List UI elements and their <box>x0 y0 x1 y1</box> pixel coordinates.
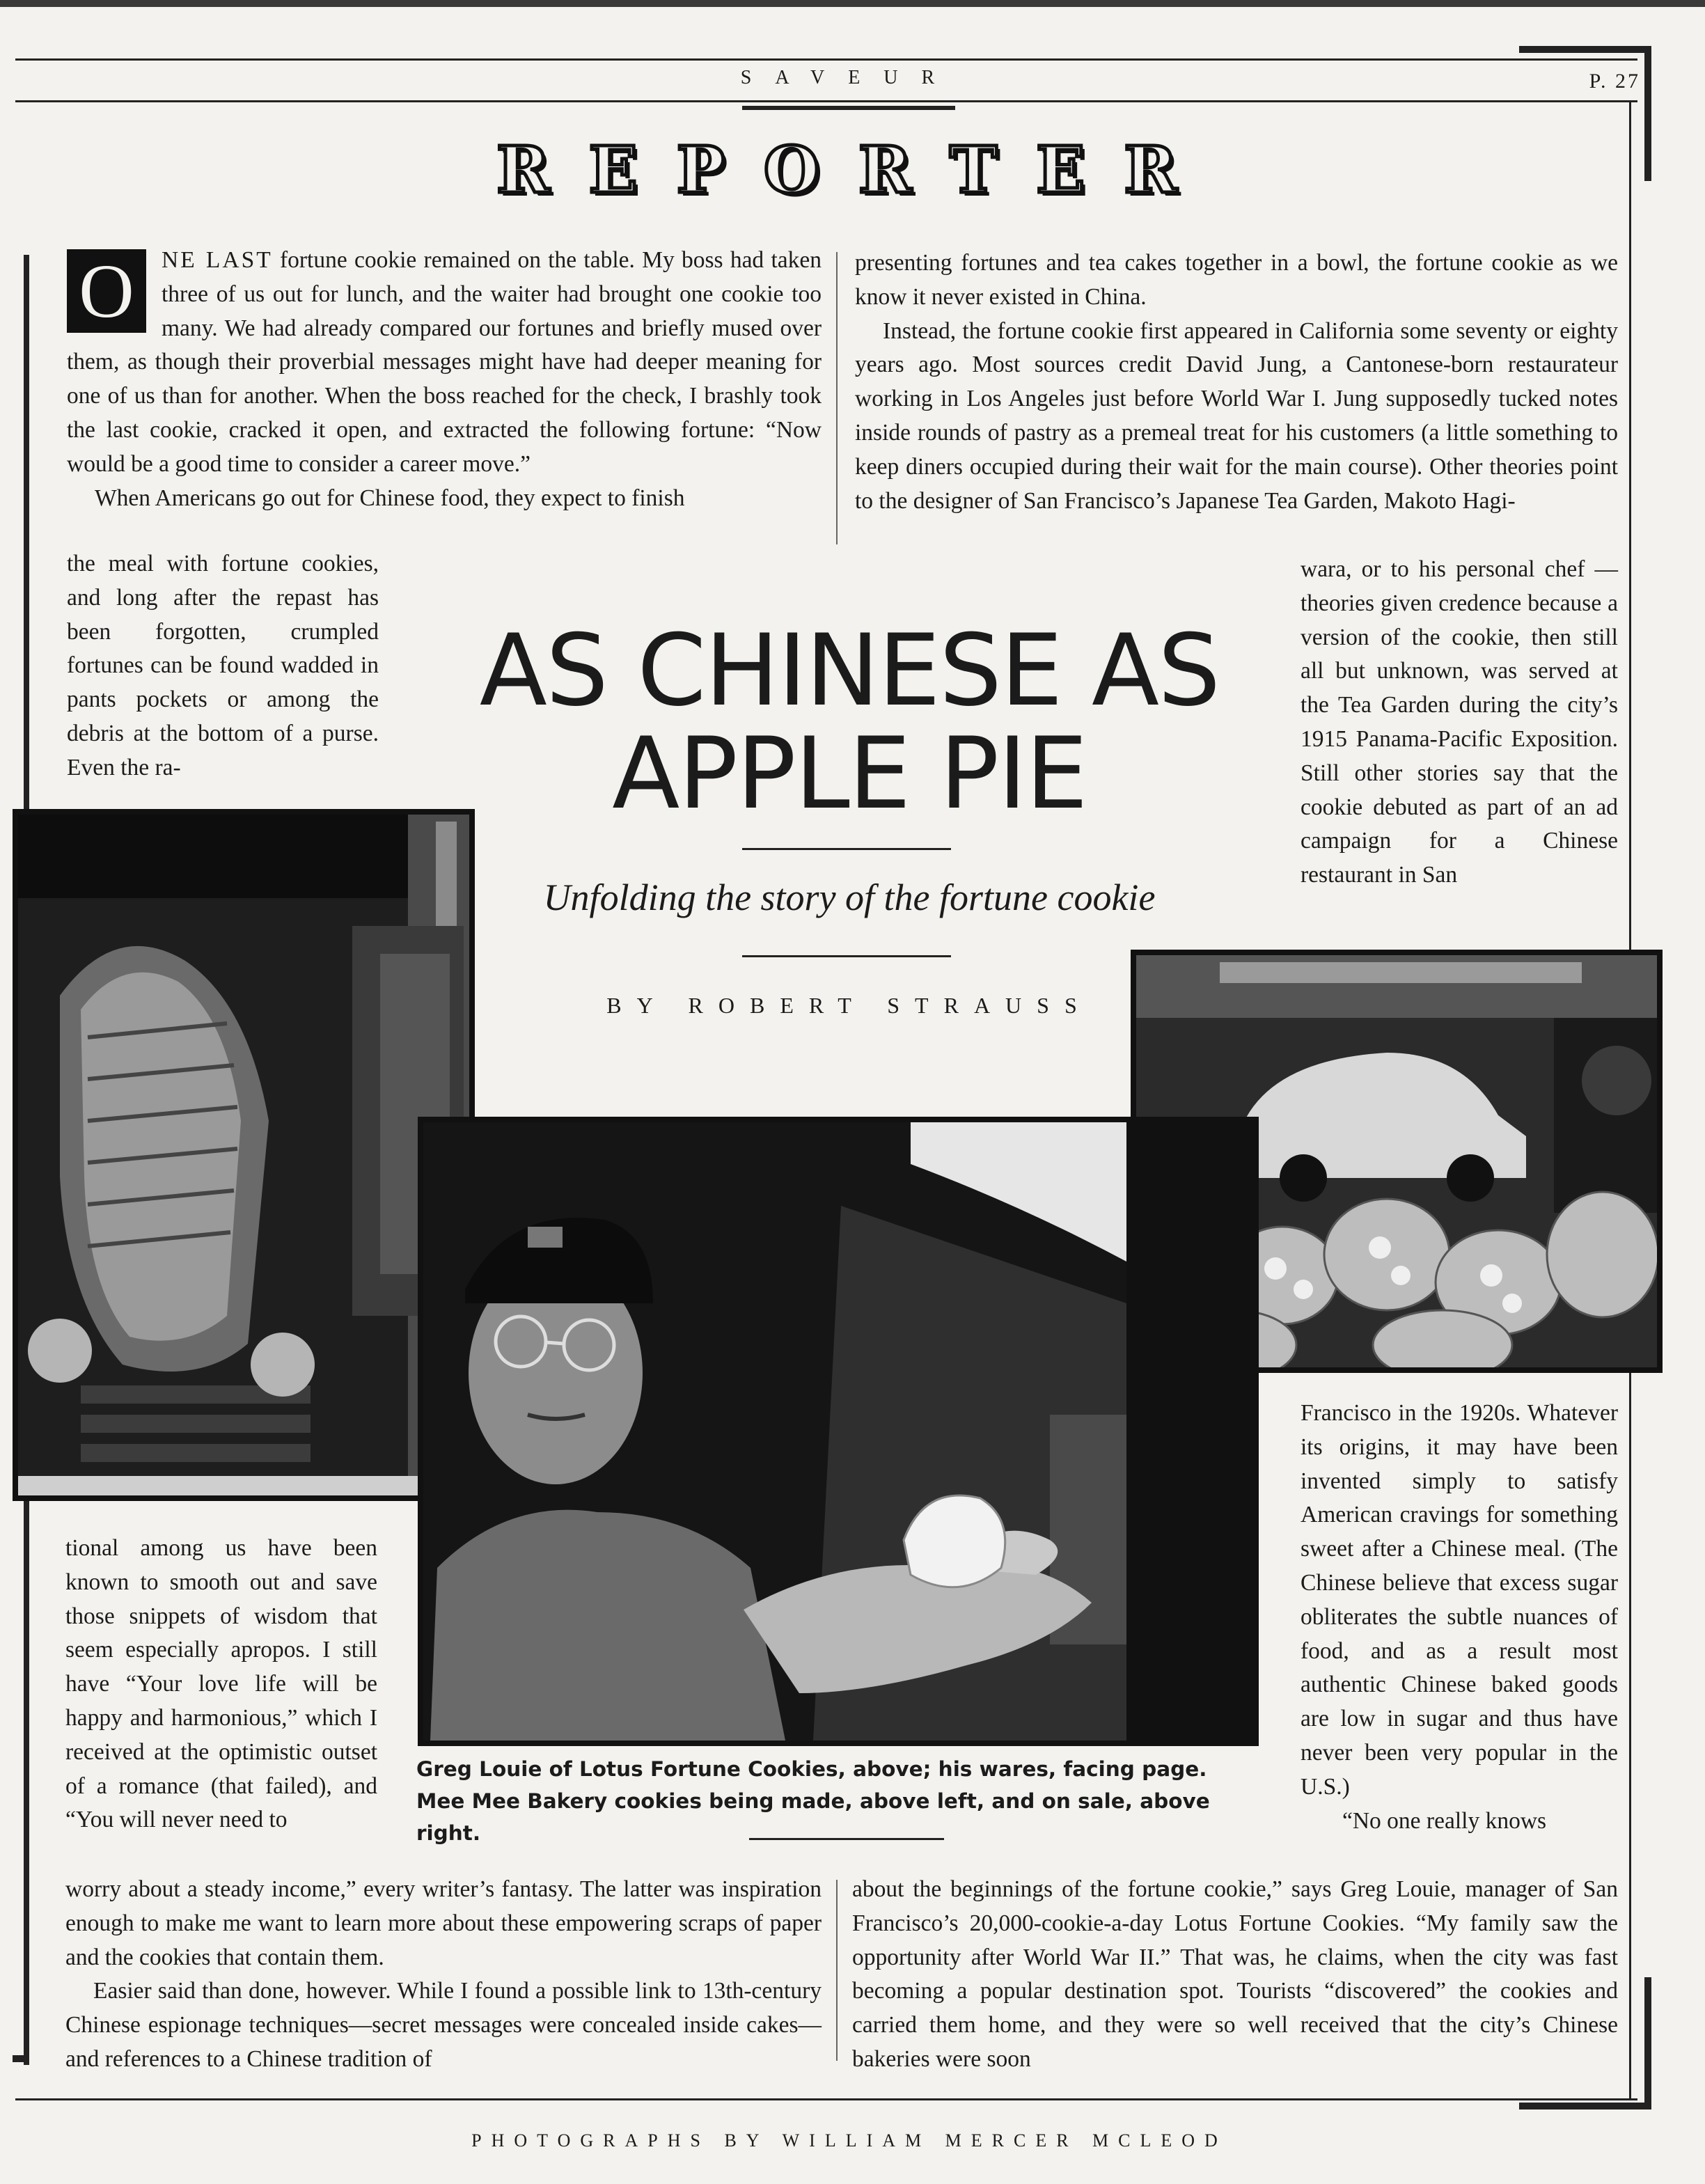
corner-bracket-side <box>1644 46 1651 181</box>
headline <box>418 613 1281 831</box>
paragraph-text: presenting fortunes and tea cakes together in a bowl, the fortune cookie as we know it never existed in China. <box>855 250 1618 310</box>
paragraph-text: Instead, the fortune cookie first appeared in California some seventy or eighty years ago. Most sources credit David Jung, a Cantonese-born restaurateur working in Los Angeles just before World War I. Jung supposedly tucked notes inside rounds of pastry as a premeal treat for his customers (a little something to keep diners occupied during their wait for the main course). Other theories point to the designer of San Francisco’s Japanese Tea Garden, Makoto Hagi- <box>855 317 1618 514</box>
footer-rule <box>15 2098 1637 2100</box>
caption-divider <box>749 1838 944 1840</box>
headline-divider-bottom <box>742 955 951 957</box>
column2-top <box>855 246 1618 518</box>
photo-credit: PHOTOGRAPHS BY WILLIAM MERCER MCLEOD <box>471 2130 1227 2151</box>
photo-man-with-cookie <box>418 1117 1259 1746</box>
paragraph-text: Easier said than done, however. While I found a possible link to 13th-century Chinese espionage techniques—secret messages were concealed inside cakes—and references to a Chinese tradition of <box>65 1978 822 2072</box>
column1-top <box>67 244 822 515</box>
headline-line2: APPLE PIE <box>612 716 1087 831</box>
paragraph-text: about the beginnings of the fortune cookie,” says Greg Louie, manager of San Francisco’s 20,000-cookie-a-day Lotus Fortune Cookies. “My family saw the opportunity after World War II.” That was, he claims, when the city was fast becoming a popular destination spot. Tourists “discovered” the cookies and carried them home, and they were so well received that the city’s Chinese bakeries were soon <box>852 1876 1618 2072</box>
headline-line1: AS CHINESE AS <box>479 613 1220 728</box>
paragraph-text: fortune cookie remained on the table. My boss had taken three of us out for lunch, and the waiter had brought one cookie too many. We had already compared our fortunes and briefly mused over them, as though their proverbial messages might have had deeper meaning for one of us than for another. When the boss reached for the check, I brashly took the last cookie, cracked it open, and extracted the following fortune: “Now would be a good time to consider a career move.” <box>67 247 822 477</box>
column1-narrow <box>67 547 379 785</box>
column-divider-top <box>836 252 838 544</box>
paragraph <box>67 244 822 482</box>
column2-narrow <box>1301 553 1618 893</box>
deck: Unfolding the story of the fortune cookie <box>543 877 1156 918</box>
man-holding-cookie-image <box>423 1122 1253 1741</box>
corner-bracket-top <box>1519 46 1651 53</box>
column-divider-bottom <box>836 1880 838 2061</box>
section-title: REPORTER <box>496 132 1216 207</box>
paragraph-text: the meal with fortune cookies, and long after the repast has been forgotten, crumpled fortunes can be found wadded in pants pockets or among the debris at the bottom of a purse. Even the ra- <box>67 551 379 780</box>
header-rule-top <box>15 58 1637 61</box>
cookie-machine-image <box>18 815 469 1495</box>
column2-bottom <box>852 1873 1618 2077</box>
header-rule-bottom <box>15 100 1637 102</box>
paragraph-text: Francisco in the 1920s. Whatever its origins, it may have been invented simply to satisfy American cravings for something sweet after a Chinese meal. (The Chinese believe that excess sugar obliterates the subtle nuances of food, and as a result most authentic Chinese baked goods are low in sugar and thus have never been very popular in the U.S.) <box>1301 1400 1618 1800</box>
drop-cap: O <box>67 249 146 333</box>
column2-lower <box>1301 1397 1618 1838</box>
magazine-name: SAVEUR <box>740 67 959 88</box>
photo-caption: Greg Louie of Lotus Fortune Cookies, above; his wares, facing page. Mee Mee Bakery cookies being made, above left, and on sale, above right. <box>416 1757 1210 1845</box>
paragraph-text: tional among us have been known to smooth out and save those snippets of wisdom that seem especially apropos. I still have “Your love life will be happy and harmonious,” which I received at the optimistic outset of a romance (that failed), and “You will never need to <box>65 1535 377 1833</box>
byline: BY ROBERT STRAUSS <box>606 993 1092 1018</box>
paragraph-text: worry about a steady income,” every writer’s fantasy. The latter was inspiration enough to make me want to learn more about these empowering scraps of paper and the cookies that contain them. <box>65 1876 822 1970</box>
photo-cookie-machine <box>13 809 475 1501</box>
paragraph-text: When Americans go out for Chinese food, they expect to finish <box>95 485 685 511</box>
top-edge-rule <box>0 0 1705 7</box>
masthead-underline <box>742 106 955 110</box>
left-rule-foot <box>13 2055 29 2062</box>
column1-bottom <box>65 1873 822 2077</box>
paragraph-text: wara, or to his personal chef —theories given credence because a version of the cookie, then still all but unknown, was served at the Tea Garden during the city’s 1915 Panama-Pacific Exposition. Still other stories say that the cookie debuted as part of an ad campaign for a Chinese restaurant in San <box>1301 556 1618 888</box>
column1-lower <box>65 1532 377 1837</box>
page-number: P. 27 <box>1589 70 1640 93</box>
corner-bracket-bottom-side <box>1644 1977 1651 2110</box>
lead-in: NE LAST <box>162 247 273 273</box>
paragraph <box>67 482 822 516</box>
paragraph-text: “No one really knows <box>1342 1807 1547 1834</box>
headline-divider-top <box>742 848 951 850</box>
corner-bracket-bottom <box>1519 2103 1651 2110</box>
